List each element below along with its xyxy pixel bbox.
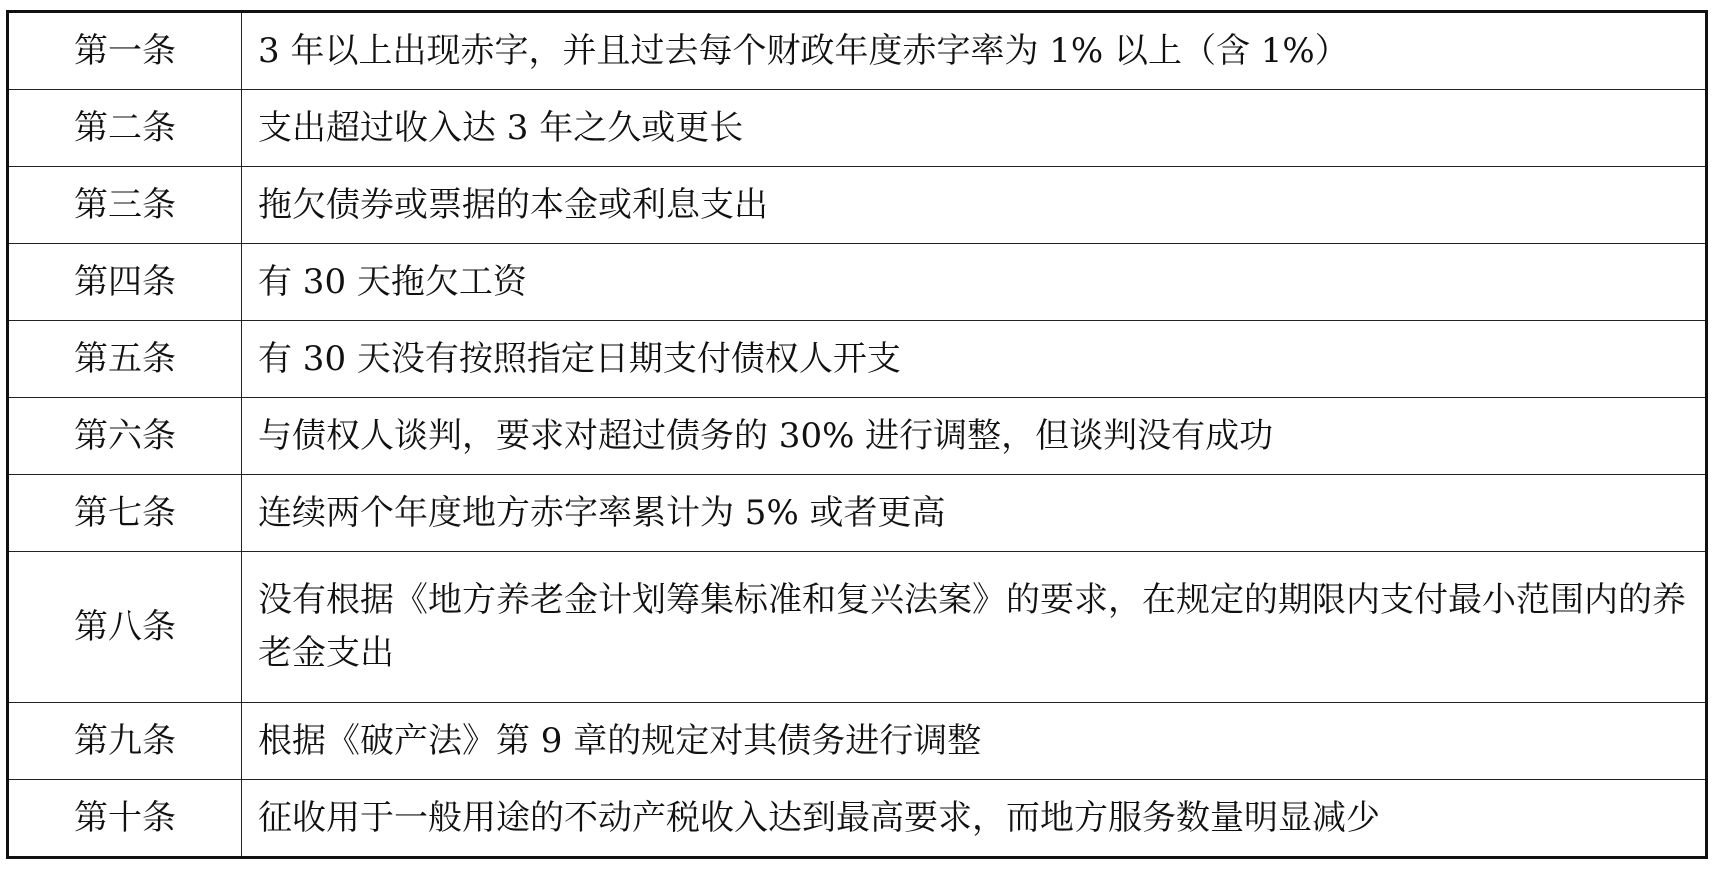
article-text: 支出超过收入达 3 年之久或更长	[242, 90, 1707, 167]
article-text: 有 30 天拖欠工资	[242, 244, 1707, 321]
table-row	[8, 475, 1707, 552]
article-text: 有 30 天没有按照指定日期支付债权人开支	[242, 321, 1707, 398]
table-row	[8, 12, 1707, 90]
article-text: 与债权人谈判，要求对超过债务的 30% 进行调整，但谈判没有成功	[242, 398, 1707, 475]
article-text: 根据《破产法》第 9 章的规定对其债务进行调整	[242, 703, 1707, 780]
article-text: 没有根据《地方养老金计划筹集标准和复兴法案》的要求，在规定的期限内支付最小范围内的养老金支出	[242, 552, 1707, 703]
article-text: 3 年以上出现赤字，并且过去每个财政年度赤字率为 1% 以上（含 1%）	[242, 12, 1707, 90]
table-row	[8, 703, 1707, 780]
table-row	[8, 398, 1707, 475]
article-label: 第三条	[8, 167, 242, 244]
article-label: 第七条	[8, 475, 242, 552]
article-label: 第九条	[8, 703, 242, 780]
article-label: 第六条	[8, 398, 242, 475]
article-label: 第四条	[8, 244, 242, 321]
criteria-table	[6, 10, 1708, 859]
article-label: 第二条	[8, 90, 242, 167]
table-row	[8, 244, 1707, 321]
table-row	[8, 780, 1707, 858]
article-text: 征收用于一般用途的不动产税收入达到最高要求，而地方服务数量明显减少	[242, 780, 1707, 858]
table-row	[8, 90, 1707, 167]
table-row	[8, 552, 1707, 703]
article-text: 拖欠债券或票据的本金或利息支出	[242, 167, 1707, 244]
table-row	[8, 321, 1707, 398]
article-text: 连续两个年度地方赤字率累计为 5% 或者更高	[242, 475, 1707, 552]
article-label: 第八条	[8, 552, 242, 703]
article-label: 第一条	[8, 12, 242, 90]
table-row	[8, 167, 1707, 244]
article-label: 第十条	[8, 780, 242, 858]
article-label: 第五条	[8, 321, 242, 398]
